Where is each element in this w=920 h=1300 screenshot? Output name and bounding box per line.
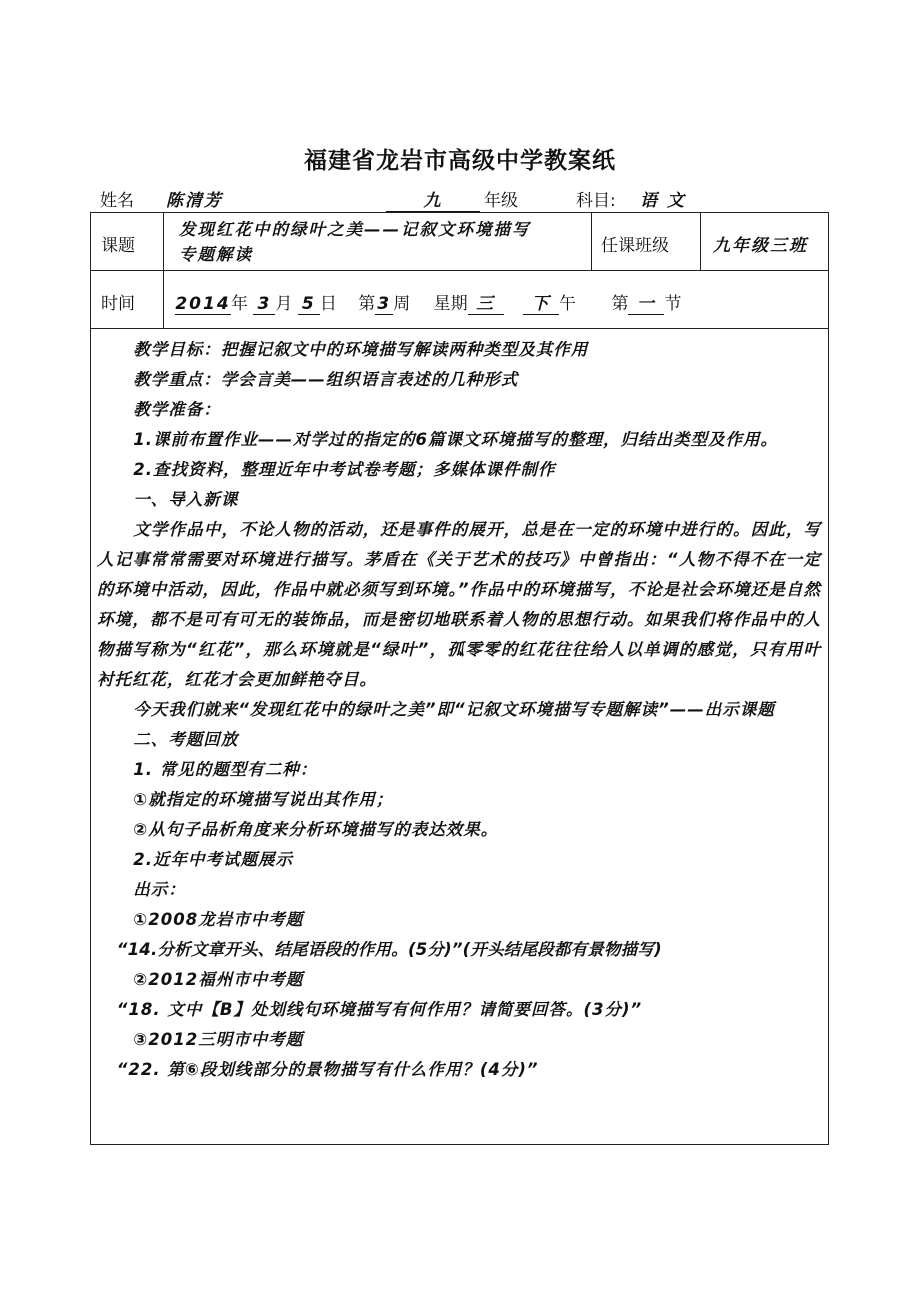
exam-question: “22. 第⑥段划线部分的景物描写有什么作用？(4分)” [116, 1060, 539, 1079]
topic-line-2: 专题解读 [179, 245, 253, 264]
week-label: 周 [393, 294, 411, 314]
time-label: 时间 [101, 294, 135, 314]
weekday-value: 三 [468, 289, 504, 315]
month-value: 3 [253, 294, 275, 315]
col-divider [700, 213, 701, 270]
ampm-value: 下 [523, 289, 559, 315]
teaching-goal: 教学目标：把握记叙文中的环境描写解读两种类型及其作用 [133, 340, 589, 359]
list-item: ①就指定的环境描写说出其作用； [133, 790, 394, 809]
day-label: 日 [319, 294, 337, 314]
intro-paragraph: 文学作品中，不论人物的活动，还是事件的展开，总是在一定的环境中进行的。因此，写人记事常常需要对环境进行描写。茅盾在《关于艺术的技巧》中曾指出：“人物不得不在一定的环境中活动，因此，作品中就必须写到环境。”作品中的环境描写，不论是社会环境还是自然环境，都不是可有可无的装饰品，而是密切地联系着人物的思想行动。如果我们将作品中的人物描写称为“红花”，那么环境就是“绿叶”，孤零零的红花往往给人以单调的感觉，只有用叶衬托红花，红花才会更加鲜艳夺目。 [97, 520, 821, 689]
col-divider [591, 213, 592, 270]
ampm-label: 午 [559, 294, 577, 314]
list-item: 出示： [133, 880, 186, 899]
grade-value: 九 [386, 186, 480, 212]
page-title: 福建省龙岩市高级中学教案纸 [304, 148, 616, 174]
grade-label: 年级 [484, 191, 518, 211]
subject-value: 语 文 [640, 191, 686, 211]
section-heading-1: 一、导入新课 [133, 490, 239, 509]
exam-heading: ③2012三明市中考题 [133, 1030, 304, 1049]
year-label: 年 [231, 294, 248, 314]
period-label: 节 [664, 294, 682, 314]
exam-question: “14.分析文章开头、结尾语段的作用。(5分)”(开头结尾段都有景物描写) [116, 940, 662, 959]
list-item: 2.近年中考试题展示 [133, 850, 294, 869]
week-prefix: 第 [358, 294, 376, 314]
subject-label: 科目: [576, 191, 616, 211]
exam-heading: ②2012福州市中考题 [133, 970, 304, 989]
topic-line-1: 发现红花中的绿叶之美——记叙文环境描写 [179, 220, 531, 239]
row-divider [91, 270, 828, 271]
exam-question: “18. 文中【B】处划线句环境描写有何作用？请简要回答。(3分)” [116, 1000, 643, 1019]
month-label: 月 [275, 294, 293, 314]
lesson-plan-table [90, 212, 829, 1145]
section-heading-2: 二、考题回放 [133, 730, 239, 749]
teaching-prep: 教学准备： [133, 400, 221, 419]
topic-label: 课题 [101, 236, 135, 256]
class-label: 任课班级 [601, 236, 669, 256]
intro-paragraph-2: 今天我们就来“发现红花中的绿叶之美”即“记叙文环境描写专题解读”——出示课题 [133, 700, 775, 719]
time-value [175, 289, 681, 315]
period-prefix: 第 [611, 294, 629, 314]
lesson-content [97, 335, 821, 1085]
name-label: 姓名 [100, 191, 134, 211]
period-value: 一 [628, 289, 664, 315]
exam-heading: ①2008龙岩市中考题 [133, 910, 304, 929]
name-value: 陈清芳 [166, 191, 223, 211]
topic-value [179, 217, 531, 267]
weekday-prefix: 星期 [433, 294, 468, 314]
teaching-focus: 教学重点：学会言美——组织语言表述的几种形式 [133, 370, 519, 389]
class-value: 九年级三班 [713, 236, 808, 256]
prep-item-1: 1.课前布置作业——对学过的指定的6篇课文环境描写的整理，归结出类型及作用。 [133, 430, 779, 449]
list-item: ②从句子品析角度来分析环境描写的表达效果。 [133, 820, 499, 839]
list-item: 1. 常见的题型有二种： [133, 760, 318, 779]
prep-item-2: 2.查找资料，整理近年中考试卷考题；多媒体课件制作 [133, 460, 556, 479]
col-divider [163, 213, 164, 328]
row-divider [91, 328, 828, 329]
day-value: 5 [298, 294, 320, 315]
teacher-info-line [100, 186, 830, 212]
year-value: 2014 [175, 294, 231, 314]
week-value: 3 [375, 294, 393, 315]
